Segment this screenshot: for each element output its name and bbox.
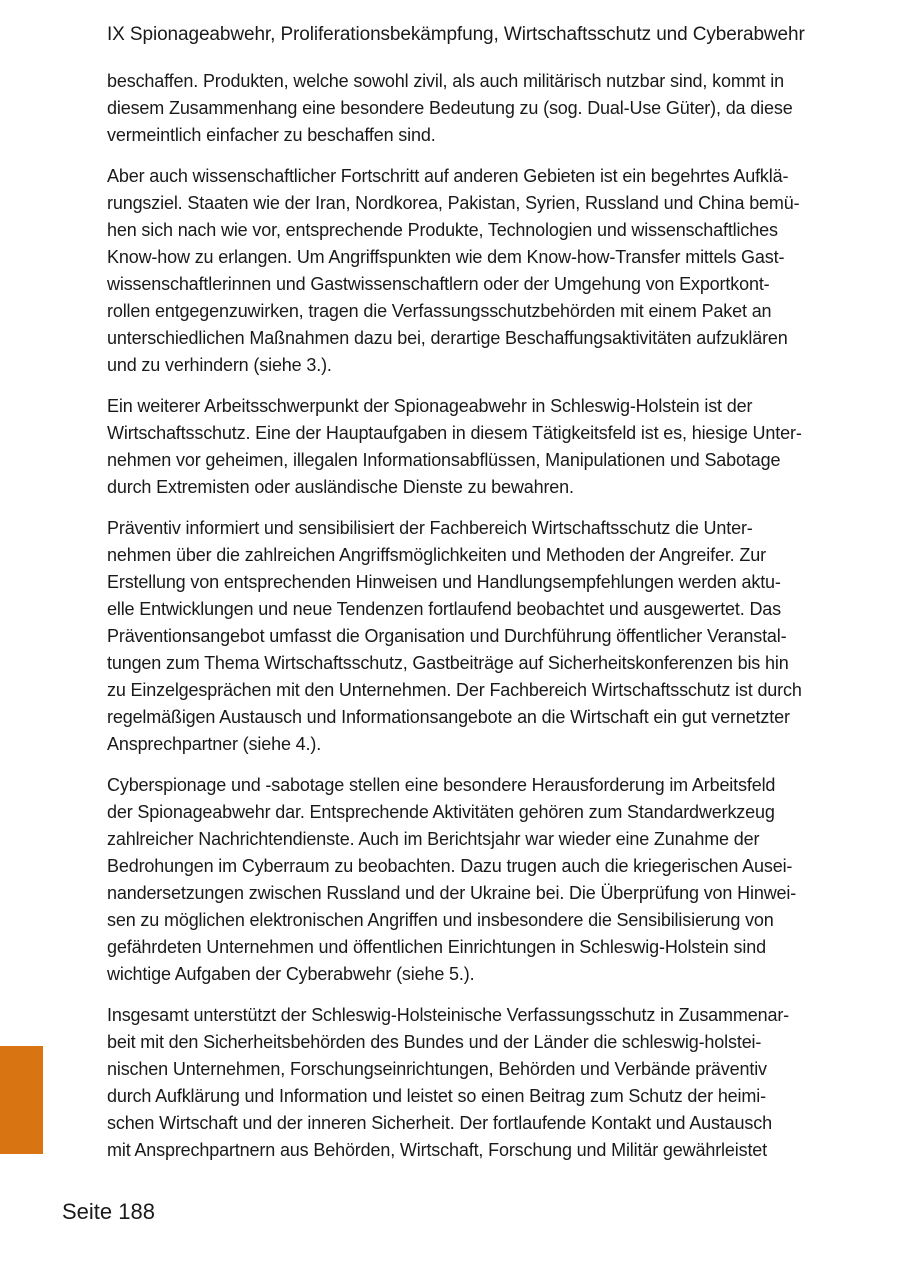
text-line: rungsziel. Staaten wie der Iran, Nordkorea, Pakistan, Syrien, Russland und China bemü-: [107, 193, 800, 213]
text-line: nandersetzungen zwischen Russland und der Ukraine bei. Die Überprüfung von Hinwei-: [107, 883, 797, 903]
text-line: gefährdeten Unternehmen und öffentlichen Einrichtungen in Schleswig-Holstein sind: [107, 937, 766, 957]
paragraph: [107, 515, 847, 758]
text-line: nehmen über die zahlreichen Angriffsmöglichkeiten und Methoden der Angreifer. Zur: [107, 545, 766, 565]
text-line: und zu verhindern (siehe 3.).: [107, 355, 332, 375]
page-number: Seite 188: [62, 1199, 155, 1224]
text-line: elle Entwicklungen und neue Tendenzen fortlaufend beobachtet und ausgewertet. Das: [107, 599, 782, 619]
text-line: beit mit den Sicherheitsbehörden des Bundes und der Länder die schleswig-holstei-: [107, 1032, 762, 1052]
text-line: Know-how zu erlangen. Um Angriffspunkten wie dem Know-how-Transfer mittels Gast-: [107, 247, 785, 267]
text-line: durch Aufklärung und Information und leistet so einen Beitrag zum Schutz der heimi-: [107, 1086, 766, 1106]
text-line: sen zu möglichen elektronischen Angriffen und insbesondere die Sensibilisierung von: [107, 910, 774, 930]
text-line: schen Wirtschaft und der inneren Sicherheit. Der fortlaufende Kontakt und Austausch: [107, 1113, 772, 1133]
text-line: Aber auch wissenschaftlicher Fortschritt auf anderen Gebieten ist ein begehrtes Aufklä-: [107, 166, 789, 186]
text-line: Präventiv informiert und sensibilisiert der Fachbereich Wirtschaftsschutz die Unter-: [107, 518, 753, 538]
text-line: Cyberspionage und -sabotage stellen eine besondere Herausforderung im Arbeitsfeld: [107, 775, 776, 795]
running-header: IX Spionageabwehr, Proliferationsbekämpfung, Wirtschaftsschutz und Cyberabwehr: [107, 24, 805, 45]
text-line: diesem Zusammenhang eine besondere Bedeutung zu (sog. Dual-Use Güter), da diese: [107, 98, 793, 118]
text-line: Insgesamt unterstützt der Schleswig-Holsteinische Verfassungsschutz in Zusammenar-: [107, 1005, 790, 1025]
text-line: Präventionsangebot umfasst die Organisation und Durchführung öffentlicher Veranstal-: [107, 626, 787, 646]
text-line: rollen entgegenzuwirken, tragen die Verfassungsschutzbehörden mit einem Paket an: [107, 301, 772, 321]
text-line: nischen Unternehmen, Forschungseinrichtungen, Behörden und Verbände präventiv: [107, 1059, 767, 1079]
paragraph: [107, 772, 847, 988]
text-line: nehmen vor geheimen, illegalen Informationsabflüssen, Manipulationen und Sabotage: [107, 450, 781, 470]
text-line: tungen zum Thema Wirtschaftsschutz, Gastbeiträge auf Sicherheitskonferenzen bis hin: [107, 653, 789, 673]
text-line: regelmäßigen Austausch und Informationsangebote an die Wirtschaft ein gut vernetzter: [107, 707, 790, 727]
text-line: hen sich nach wie vor, entsprechende Produkte, Technologien und wissenschaftliches: [107, 220, 778, 240]
text-line: unterschiedlichen Maßnahmen dazu bei, derartige Beschaffungsaktivitäten aufzuklären: [107, 328, 788, 348]
text-line: zahlreicher Nachrichtendienste. Auch im Berichtsjahr war wieder eine Zunahme der: [107, 829, 760, 849]
paragraph: [107, 393, 847, 501]
text-line: Erstellung von entsprechenden Hinweisen und Handlungsempfehlungen werden aktu-: [107, 572, 781, 592]
text-line: mit Ansprechpartnern aus Behörden, Wirtschaft, Forschung und Militär gewährleistet: [107, 1140, 768, 1160]
text-line: Wirtschaftsschutz. Eine der Hauptaufgaben in diesem Tätigkeitsfeld ist es, hiesige Unter-: [107, 423, 802, 443]
text-line: Bedrohungen im Cyberraum zu beobachten. Dazu trugen auch die kriegerischen Ausei-: [107, 856, 793, 876]
paragraph: [107, 163, 847, 379]
text-line: wichtige Aufgaben der Cyberabwehr (siehe 5.).: [107, 964, 475, 984]
text-line: beschaffen. Produkten, welche sowohl zivil, als auch militärisch nutzbar sind, kommt in: [107, 71, 784, 91]
text-line: der Spionageabwehr dar. Entsprechende Aktivitäten gehören zum Standardwerkzeug: [107, 802, 775, 822]
text-line: wissenschaftlerinnen und Gastwissenschaftlern oder der Umgehung von Exportkont-: [107, 274, 770, 294]
chapter-side-tab: [0, 1046, 43, 1154]
body-text: [107, 68, 847, 1178]
text-line: durch Extremisten oder ausländische Dienste zu bewahren.: [107, 477, 574, 497]
text-line: vermeintlich einfacher zu beschaffen sind.: [107, 125, 436, 145]
text-line: zu Einzelgesprächen mit den Unternehmen. Der Fachbereich Wirtschaftsschutz ist durch: [107, 680, 802, 700]
text-line: Ansprechpartner (siehe 4.).: [107, 734, 322, 754]
paragraph: [107, 1002, 847, 1164]
paragraph: [107, 68, 847, 149]
text-line: Ein weiterer Arbeitsschwerpunkt der Spionageabwehr in Schleswig-Holstein ist der: [107, 396, 753, 416]
